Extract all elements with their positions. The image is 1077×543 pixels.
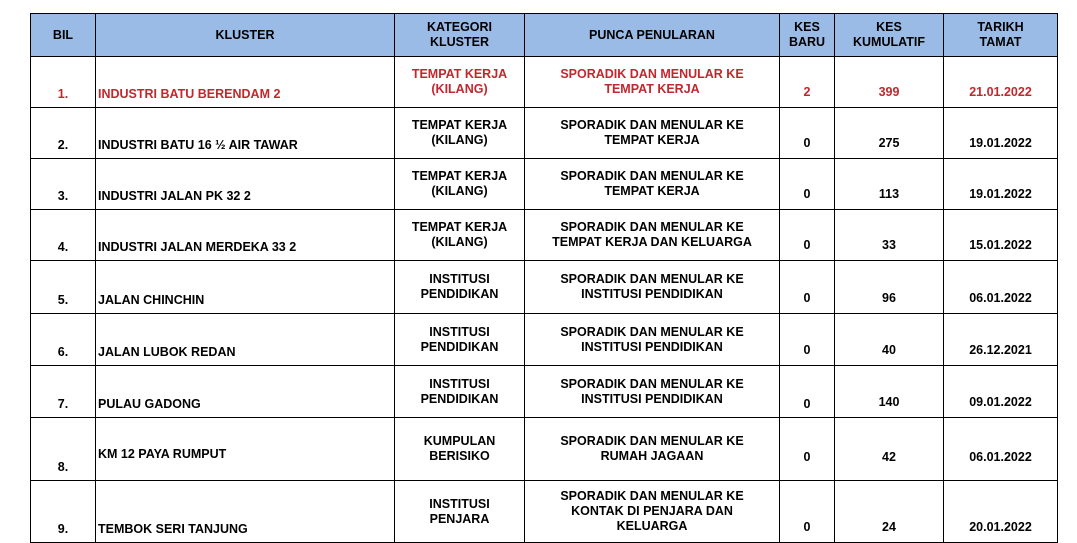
cell-punca: SPORADIK DAN MENULAR KE INSTITUSI PENDIDIKAN <box>525 261 780 314</box>
cell-kes-kumulatif: 40 <box>835 314 944 366</box>
cell-kes-kumulatif: 24 <box>835 481 944 543</box>
cell-kluster: KM 12 PAYA RUMPUT <box>96 418 395 481</box>
cell-kategori: INSTITUSI PENDIDIKAN <box>395 366 525 418</box>
cell-bil: 3. <box>31 159 96 210</box>
cell-kes-baru: 0 <box>780 210 835 261</box>
cell-kes-baru: 0 <box>780 314 835 366</box>
cell-kluster: INDUSTRI BATU BERENDAM 2 <box>96 57 395 108</box>
cell-bil: 4. <box>31 210 96 261</box>
cell-tarikh: 06.01.2022 <box>944 418 1058 481</box>
cell-kes-baru: 0 <box>780 159 835 210</box>
cell-kes-baru: 0 <box>780 366 835 418</box>
cell-kes-kumulatif: 96 <box>835 261 944 314</box>
cluster-table <box>30 13 1058 543</box>
cell-kategori: TEMPAT KERJA (KILANG) <box>395 57 525 108</box>
cell-kes-baru: 0 <box>780 418 835 481</box>
header-row <box>31 14 1058 57</box>
table-row <box>31 159 1058 210</box>
table-row <box>31 481 1058 543</box>
cell-bil: 6. <box>31 314 96 366</box>
cell-kluster: INDUSTRI JALAN PK 32 2 <box>96 159 395 210</box>
cell-kes-baru: 0 <box>780 481 835 543</box>
cell-bil: 5. <box>31 261 96 314</box>
header-bil: BIL <box>31 14 96 57</box>
cell-bil: 1. <box>31 57 96 108</box>
cell-bil: 2. <box>31 108 96 159</box>
cell-kluster: INDUSTRI BATU 16 ½ AIR TAWAR <box>96 108 395 159</box>
cell-punca: SPORADIK DAN MENULAR KE INSTITUSI PENDIDIKAN <box>525 314 780 366</box>
cell-tarikh: 15.01.2022 <box>944 210 1058 261</box>
cell-punca: SPORADIK DAN MENULAR KE TEMPAT KERJA <box>525 108 780 159</box>
header-kategori: KATEGORI KLUSTER <box>395 14 525 57</box>
cell-kes-baru: 0 <box>780 108 835 159</box>
header-punca: PUNCA PENULARAN <box>525 14 780 57</box>
cell-bil: 9. <box>31 481 96 543</box>
cell-punca: SPORADIK DAN MENULAR KE TEMPAT KERJA <box>525 57 780 108</box>
cell-kes-kumulatif: 399 <box>835 57 944 108</box>
header-tarikh-tamat: TARIKH TAMAT <box>944 14 1058 57</box>
cell-kes-baru: 2 <box>780 57 835 108</box>
cell-kes-kumulatif: 275 <box>835 108 944 159</box>
cell-kluster: JALAN CHINCHIN <box>96 261 395 314</box>
header-kes-kumulatif: KES KUMULATIF <box>835 14 944 57</box>
cell-kategori: INSTITUSI PENDIDIKAN <box>395 261 525 314</box>
header-kes-baru: KES BARU <box>780 14 835 57</box>
cell-bil: 7. <box>31 366 96 418</box>
cell-punca: SPORADIK DAN MENULAR KE RUMAH JAGAAN <box>525 418 780 481</box>
cell-kategori: INSTITUSI PENJARA <box>395 481 525 543</box>
cell-punca: SPORADIK DAN MENULAR KE INSTITUSI PENDIDIKAN <box>525 366 780 418</box>
cell-punca: SPORADIK DAN MENULAR KE TEMPAT KERJA <box>525 159 780 210</box>
cell-kes-baru: 0 <box>780 261 835 314</box>
cell-tarikh: 21.01.2022 <box>944 57 1058 108</box>
cell-bil: 8. <box>31 418 96 481</box>
cell-kluster: INDUSTRI JALAN MERDEKA 33 2 <box>96 210 395 261</box>
cell-tarikh: 19.01.2022 <box>944 159 1058 210</box>
table-row <box>31 57 1058 108</box>
table-row <box>31 108 1058 159</box>
cell-kluster: JALAN LUBOK REDAN <box>96 314 395 366</box>
cell-kes-kumulatif: 42 <box>835 418 944 481</box>
cell-tarikh: 20.01.2022 <box>944 481 1058 543</box>
cell-tarikh: 19.01.2022 <box>944 108 1058 159</box>
table-row <box>31 314 1058 366</box>
cell-kes-kumulatif: 113 <box>835 159 944 210</box>
table-row <box>31 418 1058 481</box>
cell-kategori: TEMPAT KERJA (KILANG) <box>395 108 525 159</box>
cell-tarikh: 26.12.2021 <box>944 314 1058 366</box>
table-row <box>31 210 1058 261</box>
cell-kategori: KUMPULAN BERISIKO <box>395 418 525 481</box>
cell-kes-kumulatif: 140 <box>835 366 944 418</box>
header-kluster: KLUSTER <box>96 14 395 57</box>
cell-kategori: TEMPAT KERJA (KILANG) <box>395 210 525 261</box>
cell-kategori: TEMPAT KERJA (KILANG) <box>395 159 525 210</box>
table-row <box>31 366 1058 418</box>
cell-kes-kumulatif: 33 <box>835 210 944 261</box>
cell-kluster: PULAU GADONG <box>96 366 395 418</box>
cell-punca: SPORADIK DAN MENULAR KE TEMPAT KERJA DAN KELUARGA <box>525 210 780 261</box>
cell-kluster: TEMBOK SERI TANJUNG <box>96 481 395 543</box>
cell-tarikh: 09.01.2022 <box>944 366 1058 418</box>
table-row <box>31 261 1058 314</box>
cell-punca: SPORADIK DAN MENULAR KE KONTAK DI PENJARA DAN KELUARGA <box>525 481 780 543</box>
cell-kategori: INSTITUSI PENDIDIKAN <box>395 314 525 366</box>
cell-tarikh: 06.01.2022 <box>944 261 1058 314</box>
